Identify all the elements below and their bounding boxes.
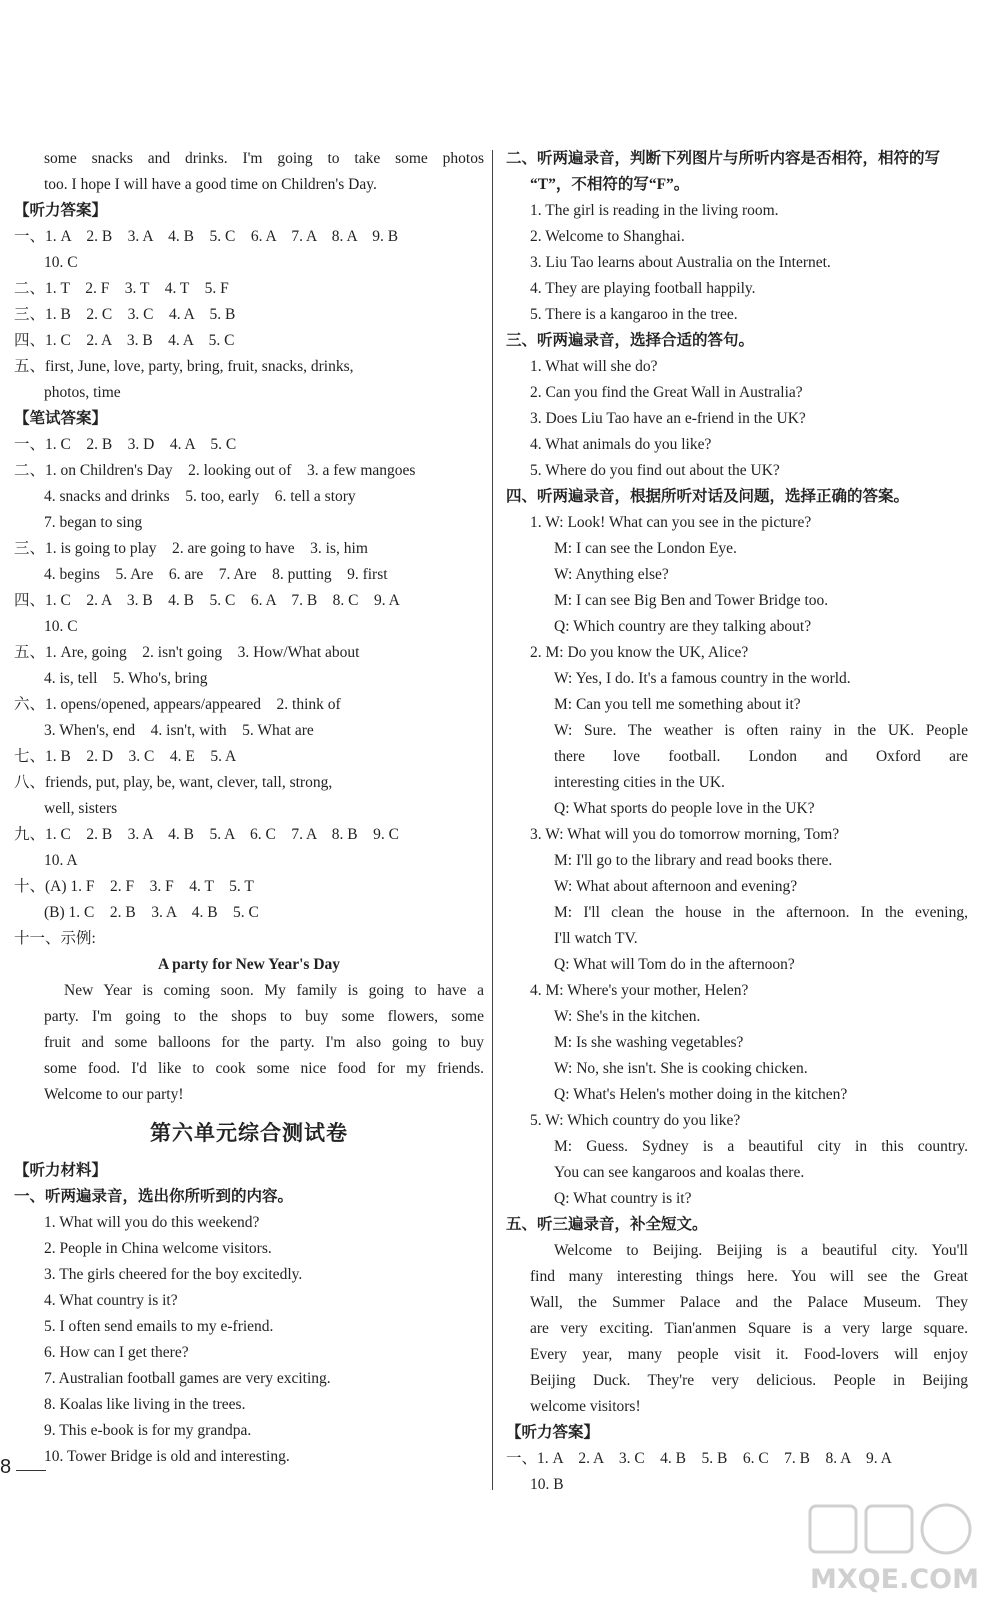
right-column [506, 146, 968, 1498]
left-line: New Year is coming soon. My family is going to have a [64, 982, 484, 999]
left-line: 五、first, June, love, party, bring, fruit, snacks, drinks, [14, 358, 354, 375]
right-line: there love football. London and Oxford are [554, 748, 968, 765]
right-line: 5. Where do you find out about the UK? [530, 462, 780, 479]
left-line: 4. begins 5. Are 6. are 7. Are 8. putting 9. first [44, 566, 388, 583]
right-line: 一、1. A 2. A 3. C 4. B 5. B 6. C 7. B 8. A 9. A [506, 1450, 892, 1467]
right-line: Beijing Duck. They're very delicious. People in Beijing [530, 1372, 968, 1389]
right-line: W: Yes, I do. It's a famous country in the world. [554, 670, 851, 687]
left-line: 二、1. on Children's Day 2. looking out of 3. a few mangoes [14, 462, 416, 479]
right-line: are very exciting. Tian'anmen Square is a very large square. [530, 1320, 968, 1337]
left-line: 一、1. C 2. B 3. D 4. A 5. C [14, 436, 237, 453]
right-line: 4. M: Where's your mother, Helen? [530, 982, 749, 999]
right-line: 2. Welcome to Shanghai. [530, 228, 685, 245]
left-column [14, 146, 484, 1470]
left-line: 一、听两遍录音，选出你所听到的内容。 [14, 1188, 294, 1205]
right-line: W: What about afternoon and evening? [554, 878, 798, 895]
left-line: 3. When's, end 4. isn't, with 5. What are [44, 722, 314, 739]
right-line: 五、听三遍录音，补全短文。 [506, 1216, 708, 1233]
right-line: I'll watch TV. [554, 930, 638, 947]
left-line: too. I hope I will have a good time on Children's Day. [44, 176, 377, 193]
column-divider [492, 150, 493, 1490]
left-line: well, sisters [44, 800, 118, 817]
right-line: 3. Does Liu Tao have an e-friend in the UK? [530, 410, 806, 427]
left-line: Welcome to our party! [44, 1086, 184, 1103]
right-line: 4. What animals do you like? [530, 436, 712, 453]
left-line: 一、1. A 2. B 3. A 4. B 5. C 6. A 7. A 8. A 9. B [14, 228, 399, 245]
left-line: 【笔试答案】 [14, 410, 108, 427]
left-line: 4. What country is it? [44, 1292, 178, 1309]
left-line: 7. Australian football games are very exciting. [44, 1370, 331, 1387]
left-line: some snacks and drinks. I'm going to take some photos [44, 150, 484, 167]
right-line: Q: What's Helen's mother doing in the kitchen? [554, 1086, 848, 1103]
page-number-rule [16, 1470, 46, 1471]
watermark-text: MXQE.COM [810, 1564, 979, 1595]
left-line: 三、1. is going to play 2. are going to have 3. is, him [14, 540, 368, 557]
left-line: 十、(A) 1. F 2. F 3. F 4. T 5. T [14, 878, 254, 895]
right-line: Wall, the Summer Palace and the Palace Museum. They [530, 1294, 968, 1311]
right-line: W: No, she isn't. She is cooking chicken. [554, 1060, 808, 1077]
left-line: 10. Tower Bridge is old and interesting. [44, 1448, 290, 1465]
left-line: 10. C [44, 618, 78, 635]
right-line: 5. There is a kangaroo in the tree. [530, 306, 738, 323]
right-line: 二、听两遍录音，判断下列图片与所听内容是否相符，相符的写 [506, 150, 941, 167]
right-line: interesting cities in the UK. [554, 774, 725, 791]
right-line: 10. B [530, 1476, 564, 1493]
right-line: Welcome to Beijing. Beijing is a beautiful city. You'll [554, 1242, 968, 1259]
right-line: 3. W: What will you do tomorrow morning, Tom? [530, 826, 840, 843]
left-line: 10. A [44, 852, 78, 869]
watermark-logo [806, 1502, 988, 1596]
left-line: 四、1. C 2. A 3. B 4. A 5. C [14, 332, 235, 349]
left-line: 8. Koalas like living in the trees. [44, 1396, 246, 1413]
left-line: (B) 1. C 2. B 3. A 4. B 5. C [44, 904, 259, 921]
left-line: 4. is, tell 5. Who's, bring [44, 670, 208, 687]
left-line: fruit and some balloons for the party. I'm also going to buy [44, 1034, 484, 1051]
right-line: 四、听两遍录音，根据所听对话及问题，选择正确的答案。 [506, 488, 910, 505]
left-line: 九、1. C 2. B 3. A 4. B 5. A 6. C 7. A 8. B 9. C [14, 826, 399, 843]
left-line: 十一、示例: [14, 930, 96, 947]
left-line: 七、1. B 2. D 3. C 4. E 5. A [14, 748, 237, 765]
right-line: Q: What will Tom do in the afternoon? [554, 956, 795, 973]
left-line: 4. snacks and drinks 5. too, early 6. tell a story [44, 488, 356, 505]
right-line: M: Can you tell me something about it? [554, 696, 801, 713]
left-line: 二、1. T 2. F 3. T 4. T 5. F [14, 280, 229, 297]
right-line: 3. Liu Tao learns about Australia on the Internet. [530, 254, 831, 271]
left-line: 六、1. opens/opened, appears/appeared 2. think of [14, 696, 341, 713]
left-line: 【听力答案】 [14, 202, 108, 219]
left-line: 5. I often send emails to my e-friend. [44, 1318, 274, 1335]
right-line: M: I can see Big Ben and Tower Bridge too. [554, 592, 829, 609]
left-line: A party for New Year's Day [157, 956, 341, 973]
left-line: 【听力材料】 [14, 1162, 108, 1179]
left-line: 10. C [44, 254, 78, 271]
right-line: M: Is she washing vegetables? [554, 1034, 744, 1051]
right-line: Q: What sports do people love in the UK? [554, 800, 815, 817]
right-line: Every year, many people visit it. Food-lovers will enjoy [530, 1346, 968, 1363]
right-line: W: Sure. The weather is often rainy in the UK. People [554, 722, 968, 739]
right-line: You can see kangaroos and koalas there. [554, 1164, 805, 1181]
left-line: 1. What will you do this weekend? [44, 1214, 260, 1231]
left-line: 2. People in China welcome visitors. [44, 1240, 272, 1257]
left-line: 3. The girls cheered for the boy excitedly. [44, 1266, 303, 1283]
left-line: 7. began to sing [44, 514, 143, 531]
page-number: 8 [0, 1456, 12, 1478]
right-line: “T”，不相符的写“F”。 [530, 176, 690, 193]
right-line: M: Guess. Sydney is a beautiful city in this country. [554, 1138, 968, 1155]
right-line: 2. Can you find the Great Wall in Australia? [530, 384, 803, 401]
right-line: M: I'll clean the house in the afternoon. In the evening, [554, 904, 968, 921]
right-line: welcome visitors! [530, 1398, 641, 1415]
left-line: photos, time [44, 384, 121, 401]
right-line: M: I'll go to the library and read books there. [554, 852, 833, 869]
right-line: find many interesting things here. You will see the Great [530, 1268, 968, 1285]
left-line: 八、friends, put, play, be, want, clever, tall, strong, [14, 774, 333, 791]
right-line: 1. The girl is reading in the living room. [530, 202, 779, 219]
right-line: 1. W: Look! What can you see in the picture? [530, 514, 812, 531]
right-line: W: Anything else? [554, 566, 669, 583]
left-line: 9. This e-book is for my grandpa. [44, 1422, 252, 1439]
right-line: M: I can see the London Eye. [554, 540, 737, 557]
right-line: Q: What country is it? [554, 1190, 692, 1207]
left-line: 四、1. C 2. A 3. B 4. B 5. C 6. A 7. B 8. C 9. A [14, 592, 400, 609]
right-line: 1. What will she do? [530, 358, 658, 375]
left-line: 6. How can I get there? [44, 1344, 189, 1361]
right-line: 4. They are playing football happily. [530, 280, 756, 297]
left-line: 第六单元综合测试卷 [150, 1121, 348, 1145]
right-line: 5. W: Which country do you like? [530, 1112, 741, 1129]
right-line: W: She's in the kitchen. [554, 1008, 701, 1025]
right-line: 2. M: Do you know the UK, Alice? [530, 644, 749, 661]
right-line: 【听力答案】 [506, 1424, 600, 1441]
left-line: party. I'm going to the shops to buy some flowers, some [44, 1008, 484, 1025]
left-line: 三、1. B 2. C 3. C 4. A 5. B [14, 306, 236, 323]
right-line: Q: Which country are they talking about? [554, 618, 812, 635]
left-line: 五、1. Are, going 2. isn't going 3. How/What about [14, 644, 360, 661]
right-line: 三、听两遍录音，选择合适的答句。 [506, 332, 755, 349]
left-line: some food. I'd like to cook some nice food for my friends. [44, 1060, 484, 1077]
